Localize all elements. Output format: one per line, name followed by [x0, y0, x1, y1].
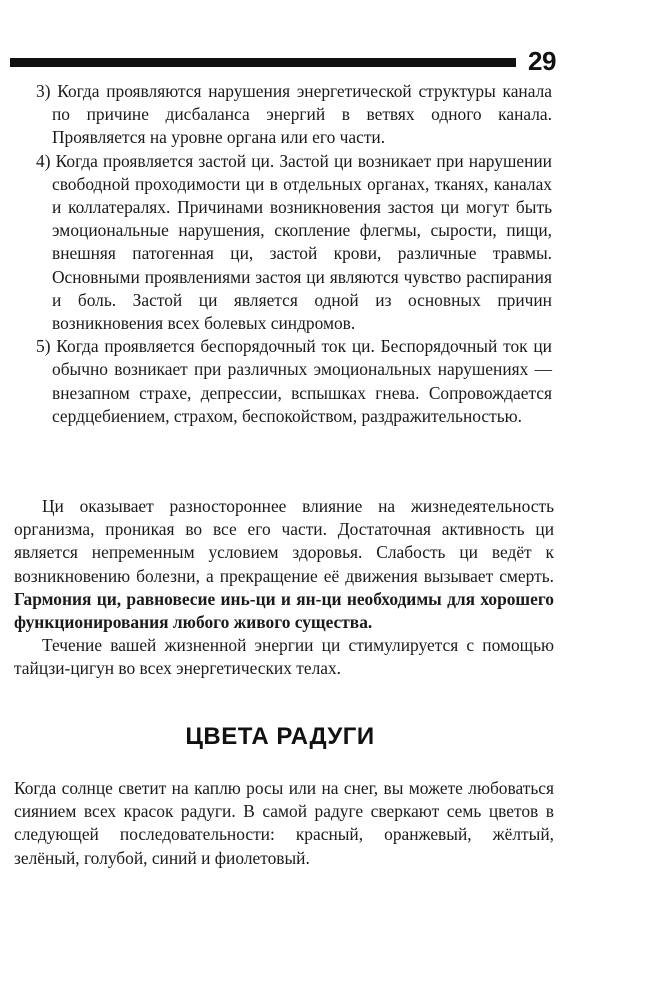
- section-paragraph: Когда солнце светит на каплю росы или на снег, вы можете любоваться сиянием всех красок радуги. В самой радуге сверкают семь цветов в следующей последовательности: красный, оранжевый, жёлтый, зелёный, голубой, синий и фиолетовый.: [14, 778, 554, 868]
- section-title: ЦВЕТА РАДУГИ: [185, 723, 375, 750]
- list-item-number: 4): [36, 150, 51, 171]
- numbered-list: [36, 80, 552, 428]
- paragraph-text: Ци оказывает разностороннее влияние на жизнедеятельность организма, проникая во все его части. Достаточная активность ци является непременным условием здоровья. Слабость ци ведёт к возникновению болезни, а прекращение её движения вызывает смерть.: [14, 496, 554, 586]
- list-item: [36, 150, 552, 336]
- paragraph-bold-text: Гармония ци, равновесие инь-ци и ян-ци необходимы для хорошего функционирования любого живого существа.: [14, 588, 554, 633]
- header-rule: [10, 58, 516, 67]
- list-item-text: Когда проявляются нарушения энергетической структуры канала по причине дисбаланса энергий в ветвях одного канала. Проявляется на уровне органа или его части.: [52, 81, 552, 148]
- page-number: 29: [528, 46, 556, 76]
- list-item-text: Когда проявляется застой ци. Застой ци возникает при нарушении свободной проходимости ци в отдельных органах, тканях, каналах и коллатералях. Причинами возникновения застоя ци могут быть эмоциональные нарушения, скопление флегмы, сырости, пищи, внешняя патогенная ци, застой крови, различные травмы. Основными проявлениями застоя ци являются чувство распирания и боль. Застой ци является одной из основных причин возникновения всех болевых синдромов.: [52, 150, 552, 334]
- list-item: [36, 335, 552, 428]
- paragraph-qi-influence: [14, 495, 554, 634]
- list-item-number: 3): [36, 81, 51, 101]
- body-text: [14, 495, 554, 681]
- list-item-number: 5): [36, 336, 51, 357]
- list-item: [36, 80, 552, 150]
- list-item-text: Когда проявляется беспорядочный ток ци. Беспорядочный ток ци обычно возникает при различных эмоциональных нарушениях — внезапном страхе, депрессии, вспышках гнева. Сопровождается сердцебиением, страхом, беспокойством, раздражительностью.: [52, 336, 552, 426]
- paragraph-taichi: Течение вашей жизненной энергии ци стимулируется с помощью тайцзи-цигун во всех энергетических телах.: [14, 635, 554, 679]
